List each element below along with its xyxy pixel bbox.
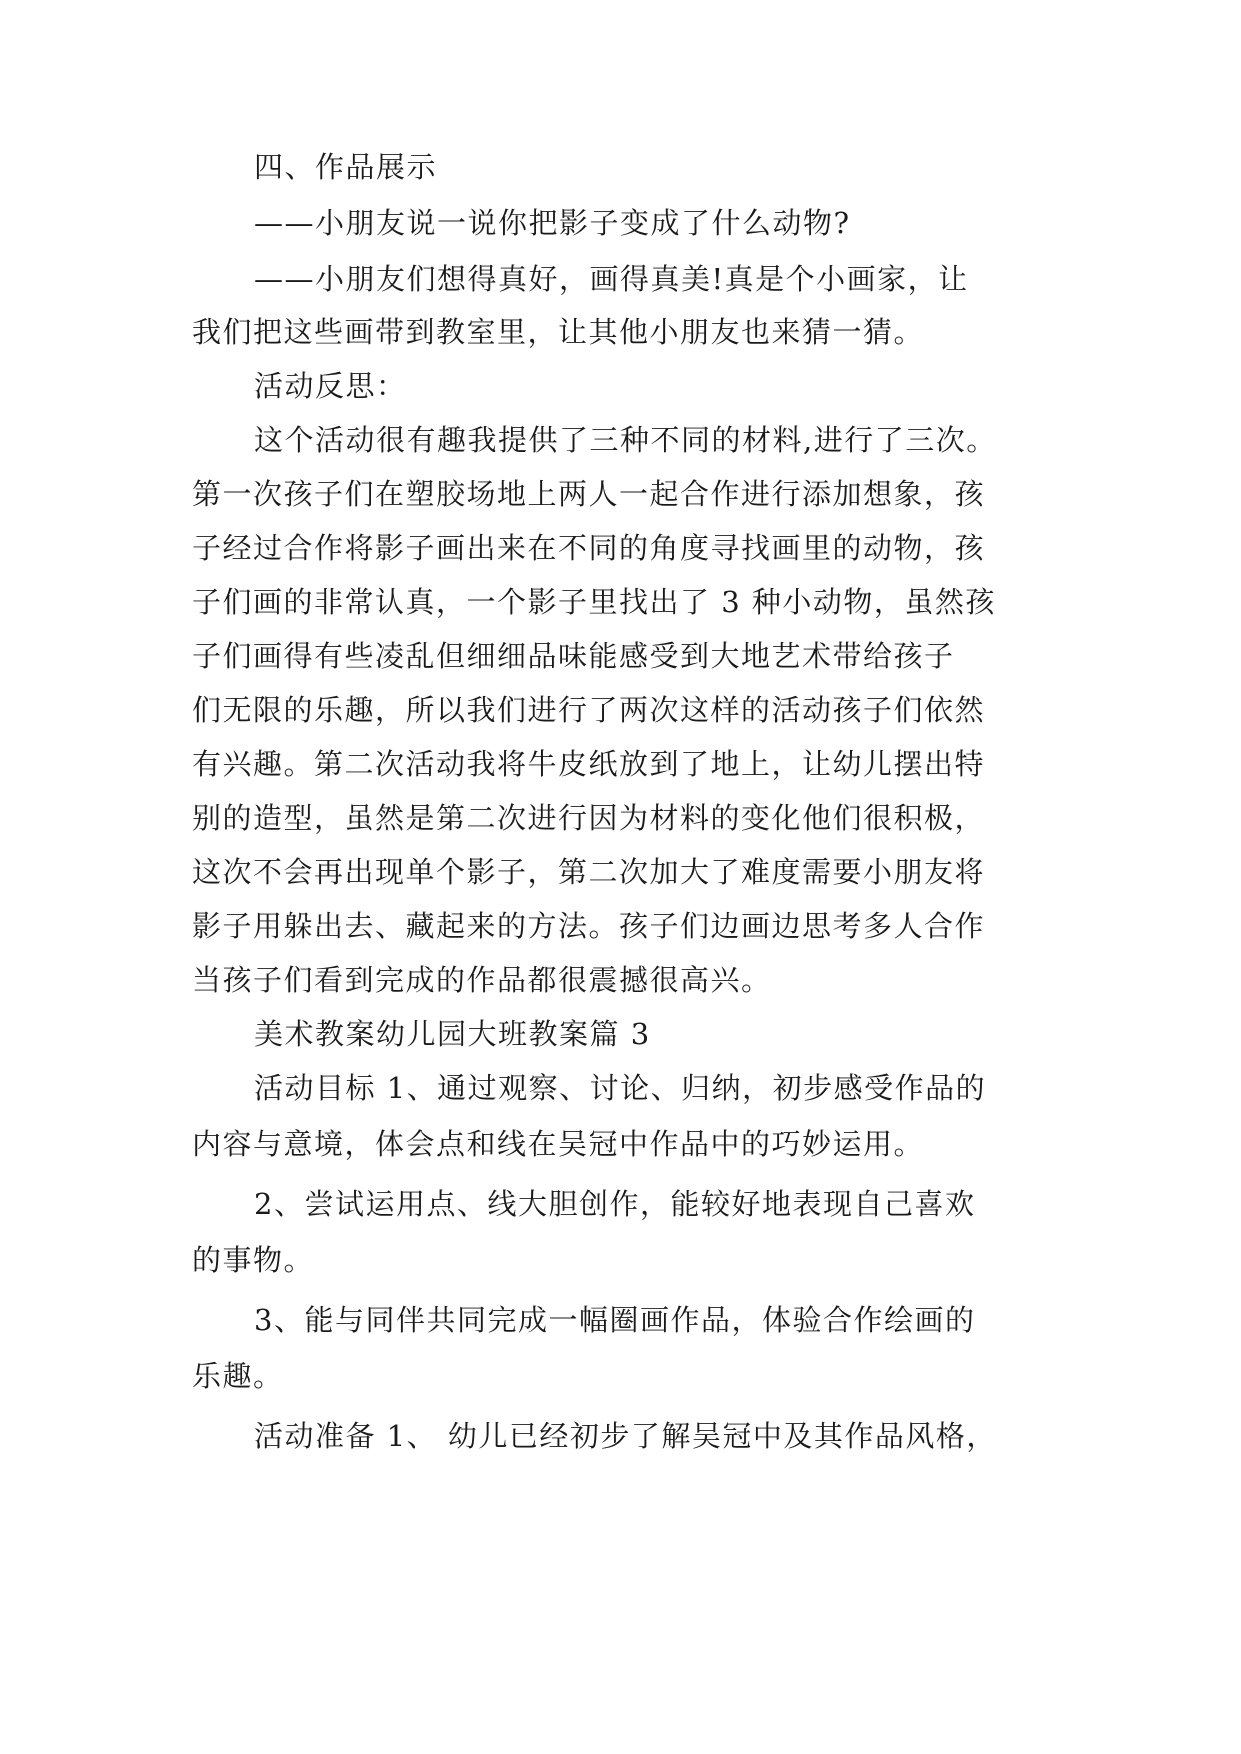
paragraph-line: 内容与意境，体会点和线在吴冠中作品中的巧妙运用。 (192, 1127, 925, 1161)
paragraph-line: 3、能与同伴共同完成一幅圈画作品，体验合作绘画的 (254, 1303, 976, 1337)
paragraph-line: 子经过合作将影子画出来在不同的角度寻找画里的动物，孩 (192, 531, 986, 565)
paragraph-line: 别的造型，虽然是第二次进行因为材料的变化他们很积极， (192, 801, 986, 835)
paragraph-line: 有兴趣。第二次活动我将牛皮纸放到了地上，让幼儿摆出特 (192, 747, 986, 781)
paragraph-line: 乐趣。 (192, 1359, 284, 1393)
paragraph-line: 的事物。 (192, 1243, 315, 1277)
paragraph-line: 活动目标 1、通过观察、讨论、归纳，初步感受作品的 (254, 1071, 987, 1105)
section-heading: 四、作品展示 (254, 150, 438, 184)
paragraph-line: 子们画的非常认真，一个影子里找出了 3 种小动物，虽然孩 (192, 585, 996, 619)
paragraph-line: 第一次孩子们在塑胶场地上两人一起合作进行添加想象，孩 (192, 477, 986, 511)
section-heading: 活动反思： (254, 369, 407, 403)
paragraph-line: ——小朋友们想得真好，画得真美!真是个小画家，让 (254, 262, 969, 296)
paragraph-line: ——小朋友说一说你把影子变成了什么动物? (254, 206, 851, 240)
paragraph-line: 影子用躲出去、藏起来的方法。孩子们边画边思考多人合作 (192, 909, 986, 943)
paragraph-line: 这次不会再出现单个影子，第二次加大了难度需要小朋友将 (192, 855, 986, 889)
paragraph-line: 们无限的乐趣，所以我们进行了两次这样的活动孩子们依然 (192, 693, 986, 727)
section-title: 美术教案幼儿园大班教案篇 3 (254, 1017, 651, 1051)
paragraph-line: 子们画得有些凌乱但细细品味能感受到大地艺术带给孩子 (192, 639, 955, 673)
paragraph-line: 2、尝试运用点、线大胆创作，能较好地表现自己喜欢 (254, 1187, 976, 1221)
paragraph-line: 这个活动很有趣我提供了三种不同的材料,进行了三次。 (254, 423, 997, 457)
paragraph-line: 当孩子们看到完成的作品都很震撼很高兴。 (192, 963, 772, 997)
paragraph-line: 我们把这些画带到教室里，让其他小朋友也来猜一猜。 (192, 315, 925, 349)
paragraph-line: 活动准备 1、 幼儿已经初步了解吴冠中及其作品风格， (254, 1419, 997, 1453)
